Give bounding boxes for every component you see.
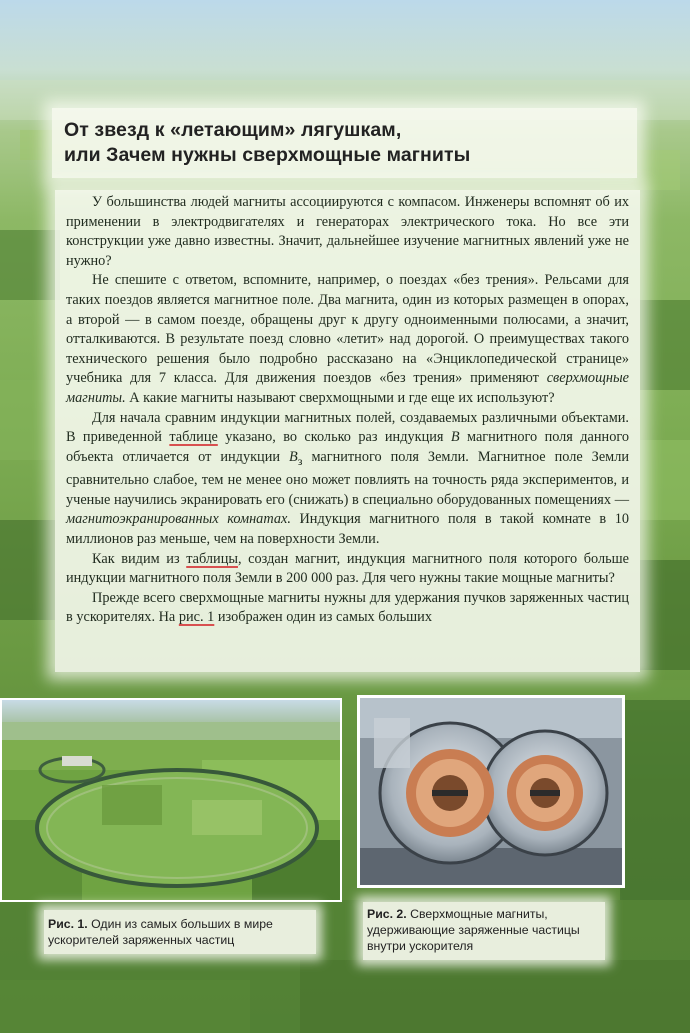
term-supermagnets: сверхмощные магниты. — [66, 370, 629, 406]
paragraph-2-text-b: А какие магниты называют сверхмощными и где еще их используют? — [129, 389, 555, 406]
figure-2-caption-text: Сверхмощные магниты, удерживающие заряженные частицы внутри ускорителя — [367, 907, 580, 953]
figure-2-label: Рис. 2. — [367, 907, 407, 921]
paragraph-3-text-a: Для начала сравним индукции магнитных полей, создаваемых различными объектами. В приведенной — [66, 409, 629, 446]
term-shielded-rooms: магнитоэкранированных комнатах. — [66, 511, 291, 528]
paragraph-3-text-b: указано, во сколько раз индукция — [225, 429, 444, 446]
paragraph-3-text-c: магнитного поля данного объекта отличается от индукции — [66, 429, 630, 465]
figure-2-caption — [367, 906, 607, 954]
paragraph-5 — [66, 589, 629, 628]
paragraph-4 — [66, 550, 629, 589]
paragraph-4-text-b: , создан магнит, индукция магнитного поля которого больше индукции магнитного поля Земли в 200 000 раз. Для чего нужны такие мощные магниты? — [66, 550, 629, 587]
figure-1-caption — [48, 916, 318, 948]
figure-1-photo — [0, 698, 342, 902]
symbol-b: B — [450, 429, 460, 446]
page-title — [64, 118, 624, 168]
paragraph-5-text-b: изображен один из самых больших — [217, 609, 432, 626]
symbol-b-earth: B — [289, 448, 298, 465]
paragraph-2-text-a: Не спешите с ответом, вспомните, например, о поездах «без трения». Рельсами для таких поездов является магнитное поле. Два магнита, один из которых размещен в опорах, а второй — в самом поезде, обращены друг к другу одноименными полюсами, а значит, отталкиваются. В результате поезд словно «летит» над дорогой. О преимуществах такого технического решения было подробно рассказано на «Энциклопедической странице» учебника для 7 класса. Для движения поездов «без трения» применяют — [66, 272, 629, 387]
title-line-1: От звезд к «летающим» лягушкам, — [64, 119, 402, 141]
figure-1-label: Рис. 1. — [48, 917, 88, 931]
paragraph-2 — [66, 271, 629, 408]
table-link[interactable]: таблице — [169, 429, 218, 446]
paragraph-4-text-a: Как видим из — [92, 550, 180, 567]
paragraph-3-text-d: магнитного поля Земли. Магнитное поле Земли сравнительно слабое, тем не менее оно может повлиять на точность ряда экспериментов, и ученые научились экранировать его (снижать) в специально оборудованных помещениях — — [66, 448, 630, 508]
paragraph-1-text: У большинства людей магниты ассоциируются с компасом. Инженеры вспомнят об их применении в электродвигателях и генераторах электрического тока. Но все эти конструкции уже давно известны. Значит, дальнейшее изучение магнитных явлений уже не нужно? — [66, 194, 629, 269]
figure-1-link[interactable]: рис. 1 — [178, 609, 215, 626]
paragraph-3 — [66, 409, 629, 550]
table-link-2[interactable]: таблицы — [186, 550, 238, 567]
article-body — [66, 193, 629, 628]
paragraph-3-text-e: Индукция магнитного поля в такой комнате в 10 миллионов раз меньше, чем на поверхности Земли. — [66, 511, 629, 547]
figure-2-photo — [357, 695, 625, 888]
figure-1-caption-text: Один из самых больших в мире ускорителей заряженных частиц — [48, 917, 273, 947]
paragraph-5-text-a: Прежде всего сверхмощные магниты нужны для удержания пучков заряженных частиц в ускорителях. На — [66, 589, 629, 626]
paragraph-1 — [66, 193, 629, 271]
symbol-subscript: з — [297, 453, 303, 468]
title-line-2: или Зачем нужны сверхмощные магниты — [64, 144, 471, 166]
